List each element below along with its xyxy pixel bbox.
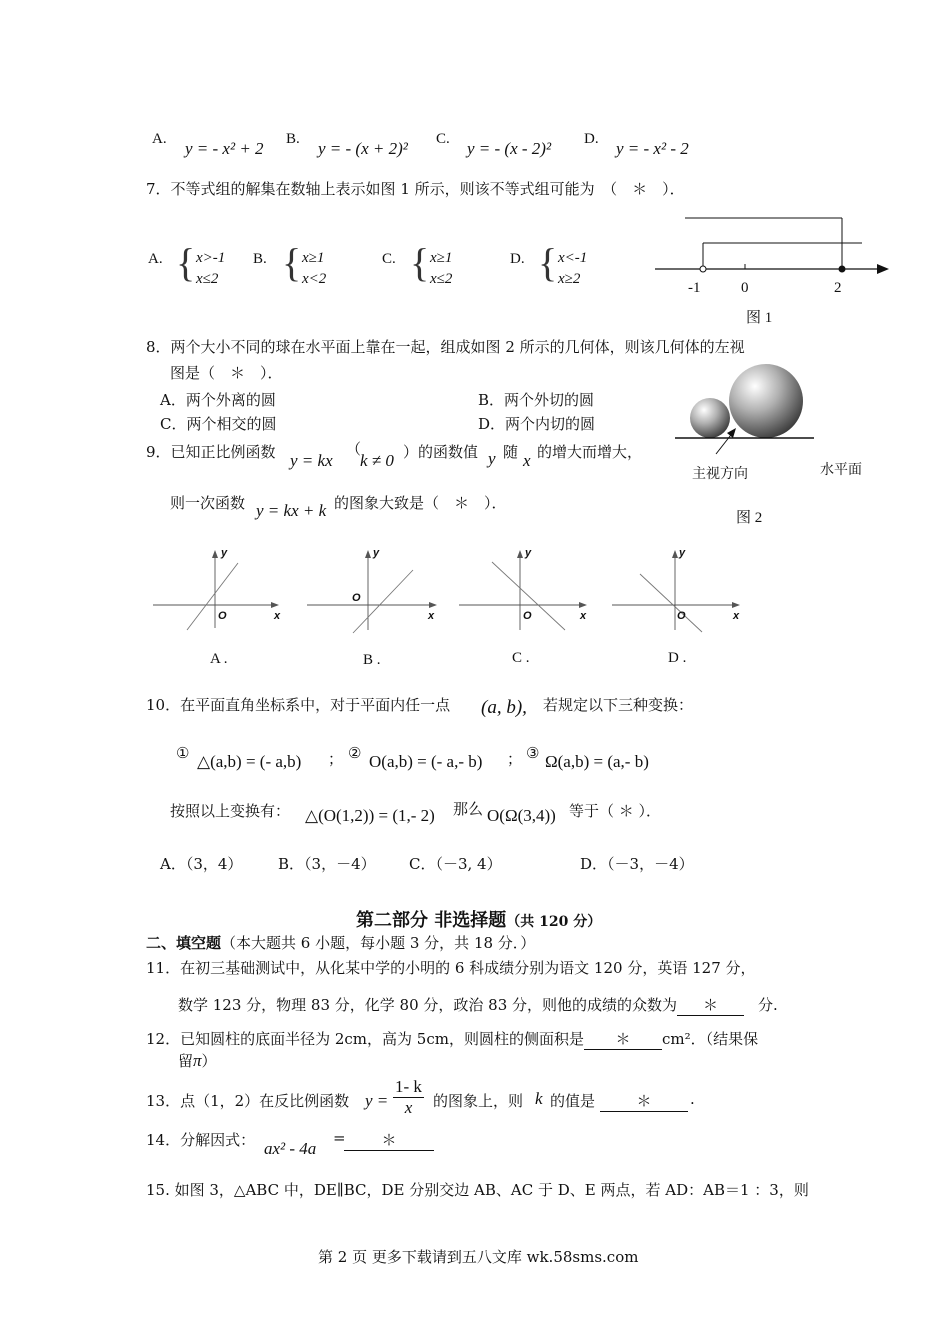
q13-text-2: 的图象上，则 — [433, 1092, 524, 1110]
q9-text-1: 9．已知正比例函数 — [146, 443, 276, 461]
q9-text-3: ）的函数值 — [403, 443, 479, 461]
q7-option-label: A. — [148, 251, 163, 267]
q7-option-line2: x≤2 — [196, 271, 219, 287]
q6-option-c-expr: y = - (x - 2)² — [467, 139, 552, 158]
q10-circled-1: ① — [176, 744, 190, 762]
q9-text-5: 的增大而增大， — [537, 443, 643, 461]
q13-text-1: 13．点（1，2）在反比例函数 — [146, 1092, 350, 1110]
q9-graph-b-x-label: x — [428, 610, 435, 622]
q9-expr-1: y = kx — [290, 451, 333, 470]
q10-example: △(O(1,2)) = (1,- 2) — [305, 806, 435, 825]
q6-option-d-expr: y = - x² - 2 — [616, 139, 689, 158]
q10-text-4: 那么 — [453, 800, 484, 818]
q6-option-b-label: B. — [286, 131, 300, 147]
q11-line2 — [178, 994, 778, 1016]
q8-option-a: A．两个外离的圆 — [160, 391, 276, 409]
figure-1-tick-label: -1 — [688, 280, 701, 296]
q11-answer-blank[interactable]: ＊ — [677, 994, 744, 1016]
q6-option-c-label: C. — [436, 131, 450, 147]
q10-text-1: 10．在平面直角坐标系中，对于平面内任一点 — [146, 696, 451, 714]
q10-point: (a, b), — [481, 697, 527, 718]
q7-option-line1: x≥1 — [430, 250, 453, 266]
q10-separator-2: ； — [507, 750, 523, 768]
q7-option-line1: x≥1 — [302, 250, 325, 266]
figure-2-spheres — [670, 355, 830, 455]
figure-1-tick-label: 2 — [834, 280, 842, 296]
q10-text-2: 若规定以下三种变换： — [543, 696, 694, 714]
q12-answer-blank[interactable]: ＊ — [584, 1028, 662, 1050]
q9-graph-a-x-label: x — [274, 610, 281, 622]
q12-close: ） — [201, 1052, 217, 1070]
q13-text-3: 的值是 — [550, 1092, 596, 1110]
q10-circled-3: ③ — [526, 744, 540, 762]
q10-option-d: D．（－3，－4） — [580, 855, 694, 873]
brace-icon: { — [410, 240, 430, 285]
q13-numerator: 1- k — [395, 1077, 422, 1096]
q12-text-2: 留 — [178, 1052, 194, 1070]
q8-line2: 图是（ ＊ ）． — [170, 364, 283, 382]
q9-graph-d-y-label: y — [679, 547, 686, 559]
q7-option-label: C. — [382, 251, 396, 267]
q7-option-line2: x≥2 — [558, 271, 581, 287]
q9-text-7: 的图象大致是（ ＊ ）． — [334, 494, 507, 512]
q7-option-line2: x≤2 — [430, 271, 453, 287]
q14-equals: = — [333, 1129, 346, 1147]
q10-text-3: 按照以上变换有： — [170, 802, 291, 820]
q7-text: 7．不等式组的解集在数轴上表示如图 1 所示，则该不等式组可能为 （ ＊ ）． — [146, 180, 685, 198]
q10-text-5: 等于（ ＊ ）． — [569, 802, 662, 820]
figure-2-view-label: 主视方向 — [692, 466, 748, 482]
q12-text: 12．已知圆柱的底面半径为 2cm，高为 5cm，则圆柱的侧面积是 — [146, 1030, 584, 1048]
q9-graph-a-y-label: y — [221, 547, 228, 559]
q9-expr-5: y = kx + k — [256, 501, 327, 520]
q9-graph-c-x-label: x — [580, 610, 587, 622]
q9-graph-c-label: C . — [512, 650, 530, 666]
brace-icon: { — [176, 240, 196, 285]
q9-graph-b — [305, 548, 440, 633]
q9-graph-a-label: A . — [210, 651, 228, 667]
q12-line1 — [146, 1028, 758, 1050]
part2-title-note: （共 120 分） — [506, 914, 602, 930]
q13-fraction — [393, 1077, 424, 1118]
q10-transform-1: △(a,b) = (- a,b) — [197, 752, 302, 771]
q11-line1: 11．在初三基础测试中，从化某中学的小明的 6 科成绩分别为语文 120 分，英语 127 分， — [146, 959, 756, 977]
q6-option-a-expr: y = - x² + 2 — [185, 139, 264, 158]
q10-option-b: B．（3，－4） — [278, 855, 376, 873]
q6-option-a-label: A. — [152, 131, 167, 147]
q7-option-line1: x>-1 — [196, 250, 226, 266]
part2-title: 第二部分 非选择题 — [356, 910, 507, 931]
q9-expr-2: k ≠ 0 — [360, 451, 394, 470]
q12-line2 — [178, 1050, 217, 1071]
figure-2-caption: 图 2 — [736, 510, 763, 526]
q10-question-expr: O(Ω(3,4)) — [487, 806, 556, 825]
part2-heading — [356, 906, 601, 932]
q13-tail: . — [690, 1090, 695, 1108]
q9-text-4: 随 — [503, 443, 519, 461]
q10-option-a: A．（3，4） — [160, 855, 243, 873]
q8-option-b: B．两个外切的圆 — [478, 391, 595, 409]
q9-graph-a-origin: O — [218, 610, 227, 622]
q10-transform-3: Ω(a,b) = (a,- b) — [545, 752, 649, 771]
q10-option-c: C．（－3, 4） — [409, 855, 502, 873]
brace-icon: { — [538, 240, 558, 285]
q9-graph-b-label: B . — [363, 652, 381, 668]
brace-icon: { — [282, 240, 302, 285]
q9-text-2: （ — [346, 440, 362, 458]
q14-expr: ax² - 4a — [264, 1139, 317, 1158]
q10-separator-1: ； — [328, 750, 344, 768]
q9-graph-a — [150, 548, 280, 633]
q12-pi: π — [193, 1051, 202, 1070]
q15-line1: 15. 如图 3，△ABC 中，DE∥BC，DE 分别交边 AB、AC 于 D、E 两点，若 AD：AB＝1 ：3，则 — [146, 1181, 809, 1199]
q9-graph-d-origin: O — [677, 610, 686, 622]
page-footer: 第 2 页 更多下载请到五八文库 wk.58sms.com — [318, 1248, 639, 1266]
q7-option-line2: x<2 — [302, 271, 327, 287]
q10-circled-2: ② — [348, 744, 362, 762]
q7-option-label: D. — [510, 251, 525, 267]
q11-text: 数学 123 分，物理 83 分，化学 80 分，政治 83 分，则他的成绩的众数为 — [178, 996, 678, 1014]
section-title: 二、填空题 — [146, 934, 222, 952]
figure-1-tick-label: 0 — [741, 280, 749, 296]
q9-graph-c-origin: O — [523, 610, 532, 622]
figure-2-plane-label: 水平面 — [820, 462, 862, 478]
q13-k: k — [535, 1089, 543, 1108]
q9-graph-c-y-label: y — [525, 547, 532, 559]
q13-answer-blank[interactable]: ＊ — [600, 1090, 688, 1112]
q6-option-b-expr: y = - (x + 2)² — [318, 139, 408, 158]
q11-unit: 分. — [758, 996, 778, 1014]
q10-transform-2: O(a,b) = (- a,- b) — [369, 752, 483, 771]
q9-text-6: 则一次函数 — [170, 494, 246, 512]
q9-graph-b-origin: O — [352, 592, 361, 604]
q7-option-line1: x<-1 — [558, 250, 588, 266]
section-heading — [146, 932, 535, 953]
q8-option-c: C．两个相交的圆 — [160, 415, 277, 433]
q9-expr-4: x — [523, 451, 531, 470]
q12-unit: cm²．（结果保 — [661, 1030, 759, 1048]
q9-graph-b-y-label: y — [373, 547, 380, 559]
q14-answer-blank[interactable]: ＊ — [344, 1129, 434, 1151]
figure-1-caption: 图 1 — [746, 310, 773, 326]
q8-option-d: D．两个内切的圆 — [478, 415, 596, 433]
q8-line1: 8．两个大小不同的球在水平面上靠在一起，组成如图 2 所示的几何体，则该几何体的左视 — [146, 338, 745, 356]
q14-text: 14．分解因式： — [146, 1131, 256, 1149]
section-note: （本大题共 6 小题，每小题 3 分，共 18 分．） — [221, 934, 536, 952]
q6-option-d-label: D. — [584, 131, 599, 147]
q9-graph-d-x-label: x — [733, 610, 740, 622]
q9-graph-d-label: D . — [668, 650, 687, 666]
q7-option-label: B. — [253, 251, 267, 267]
q13-denominator: x — [404, 1098, 413, 1117]
q9-expr-3: y — [488, 449, 496, 468]
q13-lhs: y = — [365, 1091, 389, 1110]
